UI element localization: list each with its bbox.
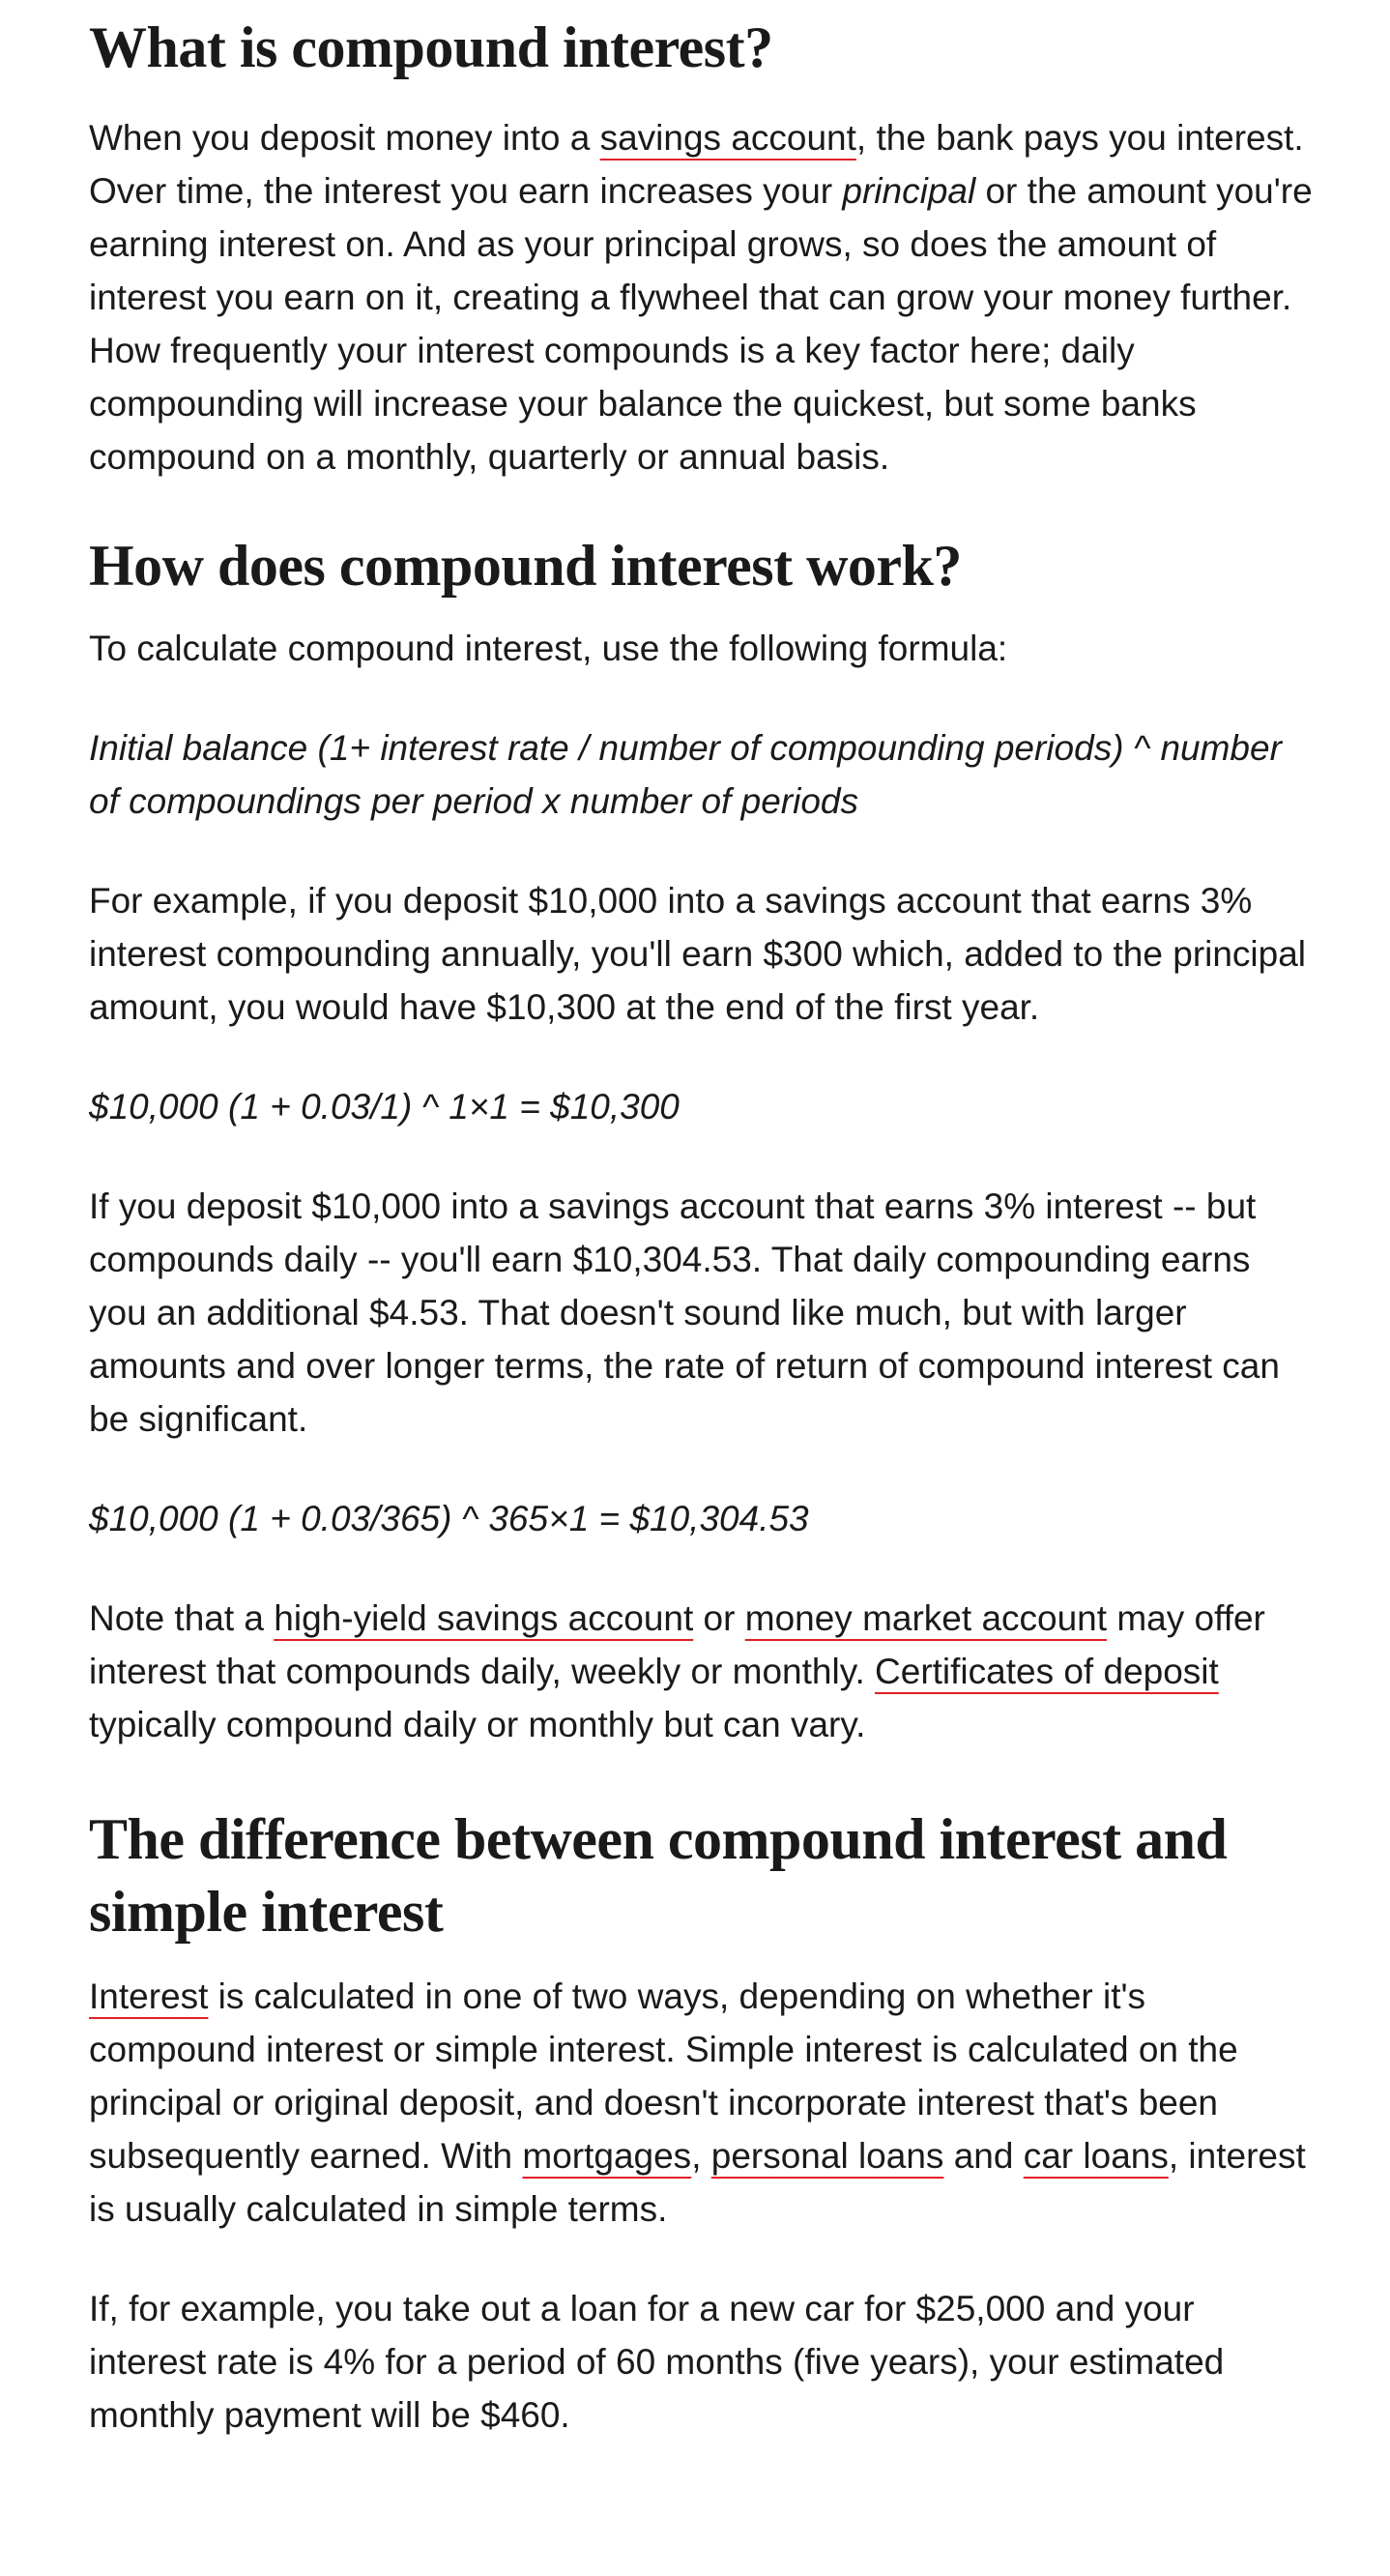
text: Note that a [89,1598,275,1638]
link-savings-account[interactable]: savings account [599,118,856,158]
text: may offer interest that compounds daily, weekly or monthly. [89,1598,1265,1691]
heading-compound-vs-simple: The difference between compound interest and simple interest [89,1807,1228,1944]
link-interest[interactable]: Interest [89,1976,209,2016]
link-money-market-account[interactable]: money market account [744,1598,1108,1638]
formula-text: Initial balance (1+ interest rate / number of compounding periods) ^ number of compoundings per period x number of periods [89,728,1282,821]
paragraph-example-daily: If you deposit $10,000 into a savings account that earns 3% interest -- but compounds daily -- you'll earn $10,304.53. That daily compounding earns you an additional $4.53. That doesn't sound like much, but with larger amounts and over longer terms, the rate of return of compound interest can be significant. [89,1186,1280,1439]
text: , the bank pays you interest. Over time, the interest you earn increases your [89,118,1304,211]
text: and [943,2136,1024,2176]
paragraph-note [89,1592,1315,1751]
paragraph-example-annual: For example, if you deposit $10,000 into a savings account that earns 3% interest compounding annually, you'll earn $300 which, added to the principal amount, you would have $10,300 at the end of the first year. [89,881,1307,1027]
text: , [691,2136,711,2176]
text: or [693,1598,745,1638]
link-certificates-of-deposit[interactable]: Certificates of deposit [875,1652,1219,1691]
text: When you deposit money into a [89,118,600,158]
paragraph-formula-intro: To calculate compound interest, use the following formula: [89,629,1008,668]
paragraph-simple-interest [89,1970,1315,2236]
formula-general [89,721,1315,828]
text: or the amount you're earning interest on. And as your principal grows, so does the amount of interest you earn on it, creating a flywheel that can grow your money further. How frequently your interest compounds is a key factor here; daily compounding will increase your balance the quickest, but some banks compound on a monthly, quarterly or annual basis. [89,171,1313,477]
text: is calculated in one of two ways, depending on whether it's compound interest or simple interest. Simple interest is calculated on the principal or original deposit, and doesn't incorporate interest that's been subsequently earned. With [89,1976,1238,2176]
heading-how-does-it-work: How does compound interest work? [89,534,962,598]
text: , interest is usually calculated in simple terms. [89,2136,1306,2229]
article-body [89,0,1315,2442]
formula-annual [89,1080,1315,1133]
link-personal-loans[interactable]: personal loans [710,2136,944,2176]
paragraph-intro [89,111,1315,483]
link-mortgages[interactable]: mortgages [522,2136,692,2176]
formula-daily [89,1492,1315,1545]
link-car-loans[interactable]: car loans [1023,2136,1169,2176]
formula-text: $10,000 (1 + 0.03/365) ^ 365×1 = $10,304.53 [89,1499,809,1538]
paragraph-car-loan-example: If, for example, you take out a loan for a new car for $25,000 and your interest rate is 4% for a period of 60 months (five years), your estimated monthly payment will be $460. [89,2289,1225,2435]
text: typically compound daily or monthly but can vary. [89,1705,866,1744]
heading-what-is-compound-interest: What is compound interest? [89,15,773,79]
link-high-yield-savings-account[interactable]: high-yield savings account [274,1598,694,1638]
formula-text: $10,000 (1 + 0.03/1) ^ 1×1 = $10,300 [89,1087,680,1127]
emphasis-principal: principal [842,171,976,211]
